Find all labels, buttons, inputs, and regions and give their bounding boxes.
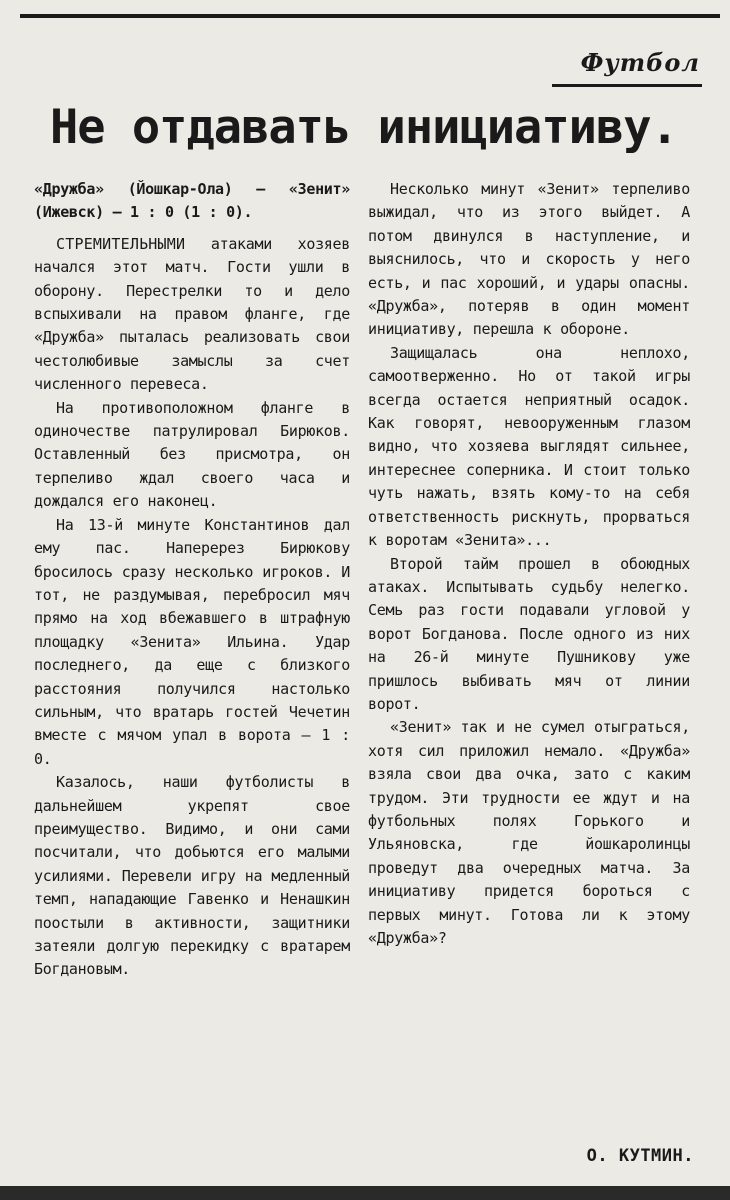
left-column: [34, 178, 350, 982]
paragraph-8: «Зенит» так и не сумел отыграться, хотя сил приложил немало. «Дружба» взяла свои два очка, зато с каким трудом. Эти трудности ее ждут и на футбольных полях Горького и Ульяновска, где йошкаролинцы проведут два очередных матча. За инициативу придется бороться с первых минут. Готова ли к этому «Дружба»?: [368, 718, 690, 947]
section-rubric: Футбол: [580, 48, 700, 77]
author-signature: О. КУТМИН.: [586, 1146, 694, 1166]
paragraph-2: На противоположном фланге в одиночестве патрулировал Бирюков. Оставленный без присмотра, он терпеливо ждал своего часа и дождался его наконец.: [34, 398, 350, 511]
paragraph-3: На 13-й минуте Константинов дал ему пас. Наперерез Бирюкову бросилось сразу несколько игроков. И тот, не раздумывая, перебросил мяч прямо на ход вбежавшего в штрафную площадку «Зенита» Ильина. Удар последнего, да еще с близкого расстояния получился настолько сильным, что вратарь гостей Чечетин вместе с мячом упал в ворота — 1 : 0.: [34, 515, 350, 768]
bottom-rule: [0, 1186, 730, 1200]
drop-caps-word: СТРЕМИТЕЛЬНЫМИ: [56, 234, 186, 253]
rubric-underline: [552, 84, 702, 87]
top-rule: [20, 14, 720, 18]
match-result-lead: «Дружба» (Йошкар-Ола) — «Зенит» (Ижевск) — 1 : 0 (1 : 0).: [34, 180, 350, 222]
article-headline: Не отдавать инициативу.: [50, 100, 678, 155]
right-column: [368, 178, 690, 950]
paragraph-5: Несколько минут «Зенит» терпеливо выжидал, что из этого выйдет. А потом двинулся в наступление, и выяснилось, что и скорость у него есть, и пас хороший, и удары опасны. «Дружба», потеряв в один момент инициативу, перешла к обороне.: [368, 180, 690, 339]
paragraph-7: Второй тайм прошел в обоюдных атаках. Испытывать судьбу нелегко. Семь раз гости подавали угловой у ворот Богданова. После одного из них на 26-й минуте Пушникову уже пришлось выбивать мяч от линии ворот.: [368, 554, 690, 713]
paragraph-6: Защищалась она неплохо, самоотверженно. Но от такой игры всегда остается неприятный осадок. Как говорят, невооруженным глазом видно, что хозяева выглядят сильнее, интереснее соперника. И стоит только чуть нажать, взять кому-то на себя ответственность рискнуть, прорваться к воротам «Зенита»...: [368, 343, 690, 550]
paragraph-4: Казалось, наши футболисты в дальнейшем укрепят свое преимущество. Видимо, и они сами посчитали, что добьются его малыми усилиями. Перевели игру на медленный темп, нападающие Гавенко и Ненашкин поостыли в активности, защитники затеяли долгую перекидку с вратарем Богдановым.: [34, 773, 350, 979]
paragraph-1: [34, 233, 350, 397]
paragraph-1-text: атаками хозяев начался этот матч. Гости ушли в оборону. Перестрелки то и дело вспыхивали на правом фланге, где «Дружба» пыталась реализовать свои честолюбивые замыслы за счет численного перевеса.: [34, 234, 350, 394]
